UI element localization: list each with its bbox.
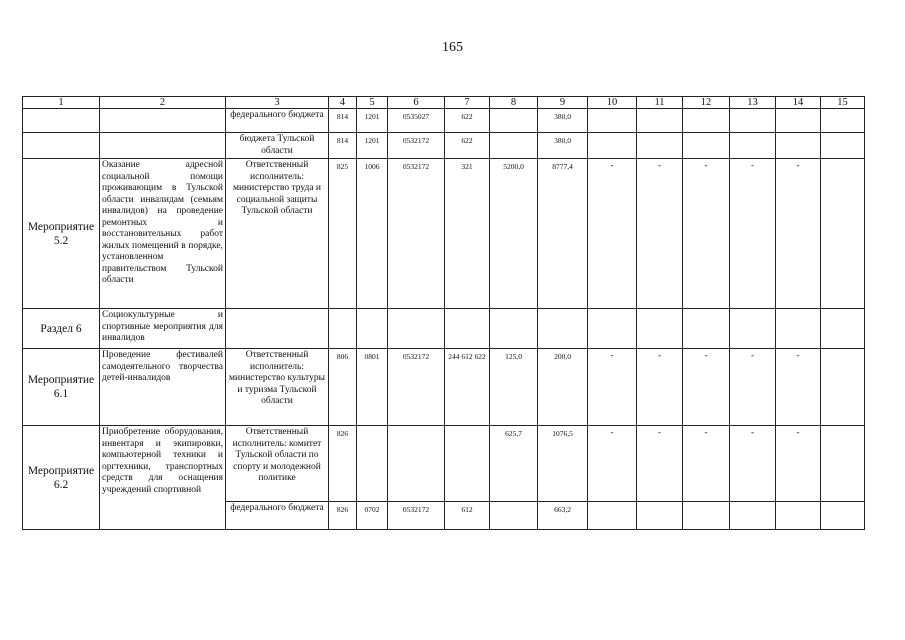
value-cell [490,109,538,133]
activity-cell: Мероприятие 6.2 [23,426,100,530]
value-cell: - [588,426,637,502]
value-cell [490,133,538,159]
section-code-cell: 1006 [357,159,388,309]
table-row [23,159,865,309]
table-row [23,109,865,133]
value-cell: - [637,349,683,426]
target-code-cell [388,309,445,349]
description-cell: Социокультурные и спортивные мероприятия для инвалидов [100,309,226,349]
value-cell [821,133,865,159]
grbs-code-cell: 826 [329,502,357,530]
expense-type-cell: 622 [445,133,490,159]
column-header: 11 [637,97,683,109]
value-cell: 625,7 [490,426,538,502]
grbs-code-cell [329,309,357,349]
value-cell [776,502,821,530]
value-cell: - [637,159,683,309]
column-header: 3 [226,97,329,109]
value-cell [821,426,865,502]
target-code-cell: 0532172 [388,349,445,426]
value-cell: - [730,349,776,426]
expense-type-cell: 622 [445,109,490,133]
column-header: 15 [821,97,865,109]
target-code-cell: 0532172 [388,133,445,159]
column-header: 5 [357,97,388,109]
section-code-cell [357,426,388,502]
executor-cell: Ответственный исполнитель: министерство труда и социальной защиты Тульской области [226,159,329,309]
value-cell [730,502,776,530]
column-header: 7 [445,97,490,109]
expense-type-cell [445,426,490,502]
value-cell [588,109,637,133]
value-cell: - [730,426,776,502]
grbs-code-cell: 825 [329,159,357,309]
column-number-row [23,97,865,109]
grbs-code-cell: 814 [329,109,357,133]
description-cell: Проведение фестивалей самодеятельного творчества детей-инвалидов [100,349,226,426]
value-cell: - [683,426,730,502]
value-cell [490,309,538,349]
column-header: 12 [683,97,730,109]
grbs-code-cell: 826 [329,426,357,502]
grbs-code-cell: 806 [329,349,357,426]
description-cell: Оказание адресной социальной помощи проживающим в Тульской области инвалидам (семьям инвалидов) на проведение ремонтных и восстановительных работ жилых помещений в порядке, установленном правительством Тульской области [100,159,226,309]
value-cell [637,309,683,349]
executor-cell: федерального бюджета [226,109,329,133]
value-cell [730,133,776,159]
value-cell: 663,2 [538,502,588,530]
value-cell [821,349,865,426]
value-cell [683,309,730,349]
value-cell [588,502,637,530]
value-cell [776,309,821,349]
executor-cell: Ответственный исполнитель: комитет Тульской области по спорту и молодежной политике [226,426,329,502]
value-cell [683,109,730,133]
value-cell [776,133,821,159]
page-number: 165 [442,40,463,55]
target-code-cell: 0532172 [388,159,445,309]
value-cell: 125,0 [490,349,538,426]
value-cell: 1076,5 [538,426,588,502]
value-cell [637,133,683,159]
value-cell: - [683,349,730,426]
table-row [23,349,865,426]
target-code-cell: 0532172 [388,502,445,530]
value-cell [637,502,683,530]
value-cell [821,159,865,309]
section-code-cell: 0801 [357,349,388,426]
section-code-cell: 1201 [357,133,388,159]
column-header: 2 [100,97,226,109]
value-cell: - [730,159,776,309]
value-cell [490,502,538,530]
value-cell [637,109,683,133]
target-code-cell [388,426,445,502]
column-header: 13 [730,97,776,109]
value-cell [588,309,637,349]
value-cell: 200,0 [538,349,588,426]
expense-type-cell: 244 612 622 [445,349,490,426]
section-code-cell: 0702 [357,502,388,530]
value-cell: - [588,349,637,426]
section-code-cell [357,309,388,349]
grbs-code-cell: 814 [329,133,357,159]
activity-cell: Мероприятие 5.2 [23,159,100,309]
description-cell [100,109,226,133]
value-cell [730,109,776,133]
table-row [23,426,865,502]
executor-cell: бюджета Тульской области [226,133,329,159]
column-header: 1 [23,97,100,109]
target-code-cell: 0535027 [388,109,445,133]
executor-cell: Ответственный исполнитель: министерство культуры и туризма Тульской области [226,349,329,426]
column-header: 8 [490,97,538,109]
value-cell: - [776,426,821,502]
value-cell [776,109,821,133]
value-cell: - [588,159,637,309]
column-header: 6 [388,97,445,109]
value-cell [821,502,865,530]
value-cell: - [683,159,730,309]
activity-cell [23,109,100,133]
value-cell: 5200,0 [490,159,538,309]
table-row [23,309,865,349]
description-cell: Приобретение оборудования, инвентаря и экипировки, компьютерной техники и оргтехники, транспортных средств для оснащения учреждений спортивной [100,426,226,530]
executor-cell [226,309,329,349]
activity-cell: Мероприятие 6.1 [23,349,100,426]
section-code-cell: 1201 [357,109,388,133]
table-row [23,133,865,159]
executor-cell: федерального бюджета [226,502,329,530]
column-header: 4 [329,97,357,109]
value-cell [538,309,588,349]
value-cell [821,109,865,133]
value-cell: 380,0 [538,133,588,159]
value-cell: - [776,159,821,309]
column-header: 14 [776,97,821,109]
value-cell: 380,0 [538,109,588,133]
value-cell [821,309,865,349]
value-cell [730,309,776,349]
column-header: 9 [538,97,588,109]
value-cell [588,133,637,159]
value-cell: - [776,349,821,426]
value-cell [683,133,730,159]
description-cell [100,133,226,159]
value-cell: 8777,4 [538,159,588,309]
expense-type-cell: 612 [445,502,490,530]
expense-type-cell [445,309,490,349]
column-header: 10 [588,97,637,109]
value-cell: - [637,426,683,502]
activity-cell [23,133,100,159]
program-table [22,96,865,530]
activity-cell: Раздел 6 [23,309,100,349]
expense-type-cell: 321 [445,159,490,309]
value-cell [683,502,730,530]
